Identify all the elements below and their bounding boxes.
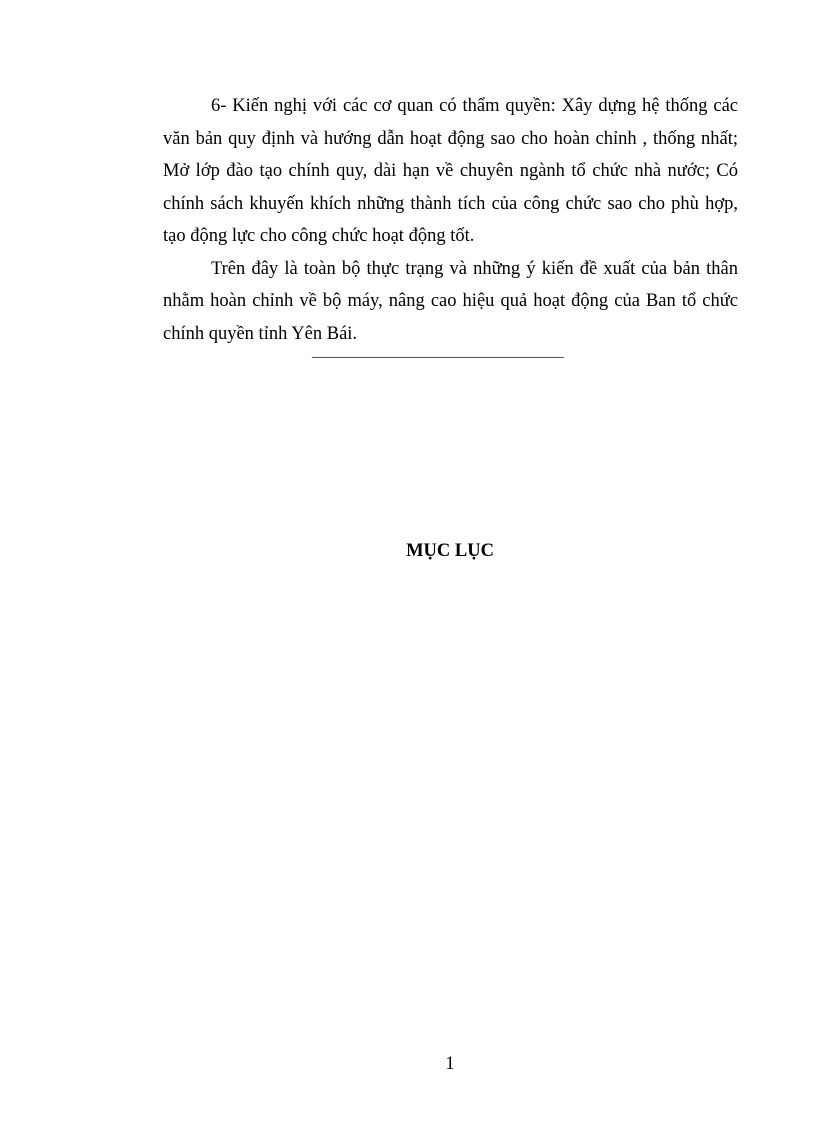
body-text [163, 90, 738, 350]
page-number: 1 [445, 1054, 455, 1074]
paragraph-conclusion: Trên đây là toàn bộ thực trạng và những ý kiến đề xuất của bản thân nhằm hoàn chỉnh về bộ máy, nâng cao hiệu quả hoạt động của Ban tổ chức chính quyền tỉnh Yên Bái. [163, 258, 738, 344]
toc-heading: MỤC LỤC [406, 541, 494, 561]
paragraph-recommendations: 6- Kiến nghị với các cơ quan có thẩm quyền: Xây dựng hệ thống các văn bản quy định và hướng dẫn hoạt động sao cho hoàn chỉnh , thống nhất; Mở lớp đào tạo chính quy, dài hạn về chuyên ngành tổ chức nhà nước; Có chính sách khuyến khích những thành tích của công chức sao cho phù hợp, tạo động lực cho công chức hoạt động tốt. [163, 96, 738, 246]
separator-line: ____________________________________ [312, 345, 564, 360]
